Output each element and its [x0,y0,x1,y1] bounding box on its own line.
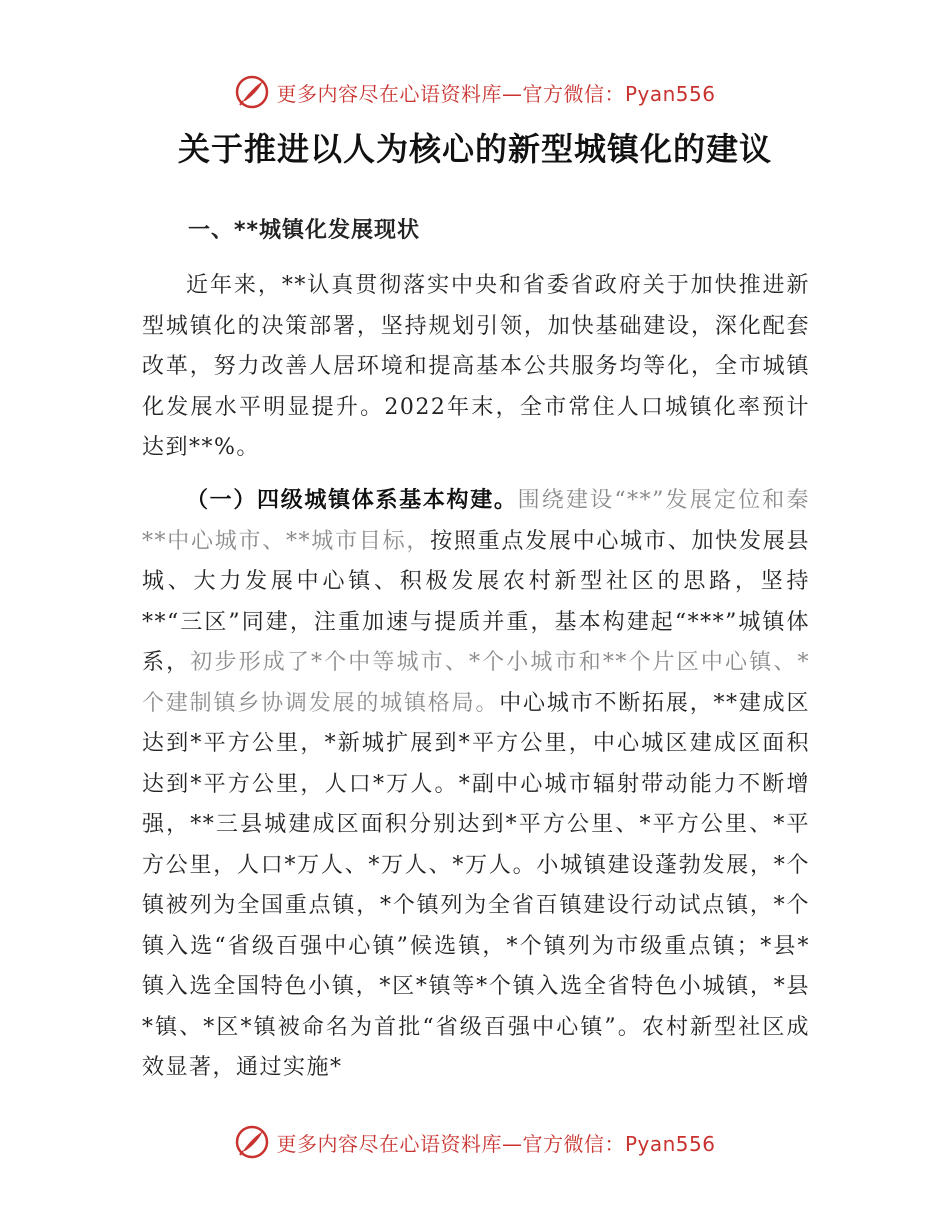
paragraph-text-faded-2: 初步形成了*个中等城市、*个小城市和**个片区中心镇、*个建制镇乡协调发展的城镇格局。 [142,650,810,716]
quill-logo-icon [234,74,270,110]
watermark-text: 更多内容尽在心语资料库—官方微信：Pyan556 [276,1131,716,1156]
paragraph-intro: 近年来，**认真贯彻落实中央和省委省政府关于加快推进新型城镇化的决策部署，坚持规划引领，加快基础建设，深化配套改革，努力改善人居环境和提高基本公共服务均等化，全市城镇化发展水平明显提升。2022年末，全市常住人口城镇化率预计达到**%。 [142,273,810,460]
quill-logo-icon [234,1124,270,1160]
paragraph-urban-system [142,481,810,1089]
document-title: 关于推进以人为核心的新型城镇化的建议 [177,130,772,168]
paragraph-text-faded-1: 围绕建设“**”发展定位和秦**中心城市、**城市目标， [142,488,810,554]
sub-heading: （一）四级城镇体系基本构建。 [186,488,518,513]
watermark-banner-top [0,72,950,112]
watermark-banner-bottom [0,1122,950,1162]
section-heading: 一、**城镇化发展现状 [188,218,421,243]
watermark-text: 更多内容尽在心语资料库—官方微信：Pyan556 [276,81,716,106]
paragraph-text-1: 按照重点发展中心城市、加快发展县城、大力发展中心镇、积极发展农村新型社区的思路，坚持**“三区”同建，注重加速与提质并重，基本构建起“***”城镇体系， [142,528,810,675]
paragraph-text-2: 中心城市不断拓展，**建成区达到*平方公里，*新城扩展到*平方公里，中心城区建成区面积达到*平方公里，人口*万人。*副中心城市辐射带动能力不断增强，**三县城建成区面积分别达到*平方公里、*平方公里、*平方公里，人口*万人、*万人、*万人。小城镇建设蓬勃发展，*个镇被列为全国重点镇，*个镇列为全省百镇建设行动试点镇，*个镇入选“省级百强中心镇”候选镇，*个镇列为市级重点镇；*县*镇入选全国特色小镇，*区*镇等*个镇入选全省特色小城镇，*县*镇、*区*镇被命名为首批“省级百强中心镇”。农村新型社区成效显著，通过实施* [142,690,810,1080]
